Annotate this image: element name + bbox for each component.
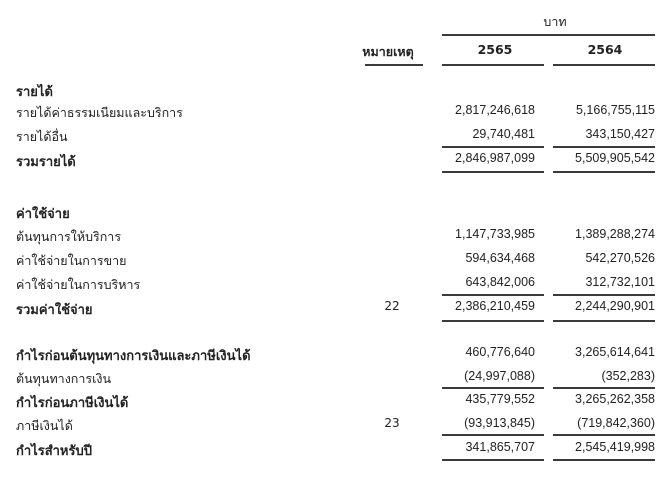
value-2564: 1,389,288,274	[575, 227, 655, 241]
value-2565: (24,997,088)	[464, 369, 535, 383]
value-2565: 643,842,006	[465, 275, 535, 289]
note-reference: 22	[384, 299, 400, 313]
value-2565: 435,779,552	[465, 392, 535, 406]
value-2565: 2,846,987,099	[455, 151, 535, 165]
year-2565-header-underline	[442, 64, 544, 66]
section-title-revenue: รายได้	[16, 85, 53, 100]
value-2564: (719,842,360)	[577, 416, 655, 430]
row-label: กำไรก่อนภาษีเงินได้	[16, 396, 129, 411]
value-2565: 341,865,707	[465, 440, 535, 454]
row-label: รายได้อื่น	[16, 129, 68, 144]
value-2564: (352,283)	[601, 369, 655, 383]
subtotal-underline	[553, 146, 655, 148]
value-2564: 5,509,905,542	[575, 151, 655, 165]
row-label: กำไรสำหรับปี	[16, 444, 92, 459]
currency-unit-header: บาท	[543, 14, 567, 29]
year-column-header-2565: 2565	[477, 42, 513, 57]
value-2565: 1,147,733,985	[455, 227, 535, 241]
value-2565: 594,634,468	[465, 251, 535, 265]
total-underline	[442, 171, 544, 173]
value-2565: 2,817,246,618	[455, 103, 535, 117]
total-underline	[553, 171, 655, 173]
subtotal-underline	[553, 294, 655, 296]
value-2564: 2,545,419,998	[575, 440, 655, 454]
row-label: รวมรายได้	[16, 155, 76, 170]
value-2564: 343,150,427	[585, 127, 655, 141]
value-2565: 460,776,640	[465, 345, 535, 359]
value-2564: 2,244,290,901	[575, 299, 655, 313]
total-underline	[553, 459, 655, 461]
subtotal-underline	[442, 434, 544, 436]
note-column-header: หมายเหตุ	[362, 44, 414, 59]
row-label: ค่าใช้จ่ายในการบริหาร	[16, 277, 141, 292]
year-column-header-2564: 2564	[587, 42, 623, 57]
value-2564: 542,270,526	[585, 251, 655, 265]
value-2565: (93,913,845)	[464, 416, 535, 430]
total-underline	[442, 459, 544, 461]
value-2564: 312,732,101	[585, 275, 655, 289]
subtotal-underline	[442, 387, 544, 389]
total-underline	[442, 320, 544, 322]
row-label: รายได้ค่าธรรมเนียมและบริการ	[16, 105, 183, 120]
subtotal-underline	[553, 434, 655, 436]
value-2565: 2,386,210,459	[455, 299, 535, 313]
value-2564: 3,265,614,641	[575, 345, 655, 359]
subtotal-underline	[442, 146, 544, 148]
value-2564: 3,265,262,358	[575, 392, 655, 406]
row-label: ต้นทุนทางการเงิน	[16, 371, 112, 386]
value-2564: 5,166,755,115	[575, 103, 655, 117]
note-header-underline	[365, 64, 423, 66]
value-2565: 29,740,481	[472, 127, 535, 141]
row-label: ภาษีเงินได้	[16, 418, 73, 433]
row-label: ค่าใช้จ่ายในการขาย	[16, 253, 127, 268]
subtotal-underline	[442, 294, 544, 296]
note-reference: 23	[384, 416, 400, 430]
total-underline	[553, 320, 655, 322]
row-label: กำไรก่อนต้นทุนทางการเงินและภาษีเงินได้	[16, 349, 251, 364]
subtotal-underline	[553, 387, 655, 389]
row-label: รวมค่าใช้จ่าย	[16, 303, 93, 318]
year-2564-header-underline	[553, 64, 655, 66]
header-divider	[442, 34, 655, 36]
row-label: ต้นทุนการให้บริการ	[16, 229, 122, 244]
section-title-expenses: ค่าใช้จ่าย	[16, 207, 70, 222]
